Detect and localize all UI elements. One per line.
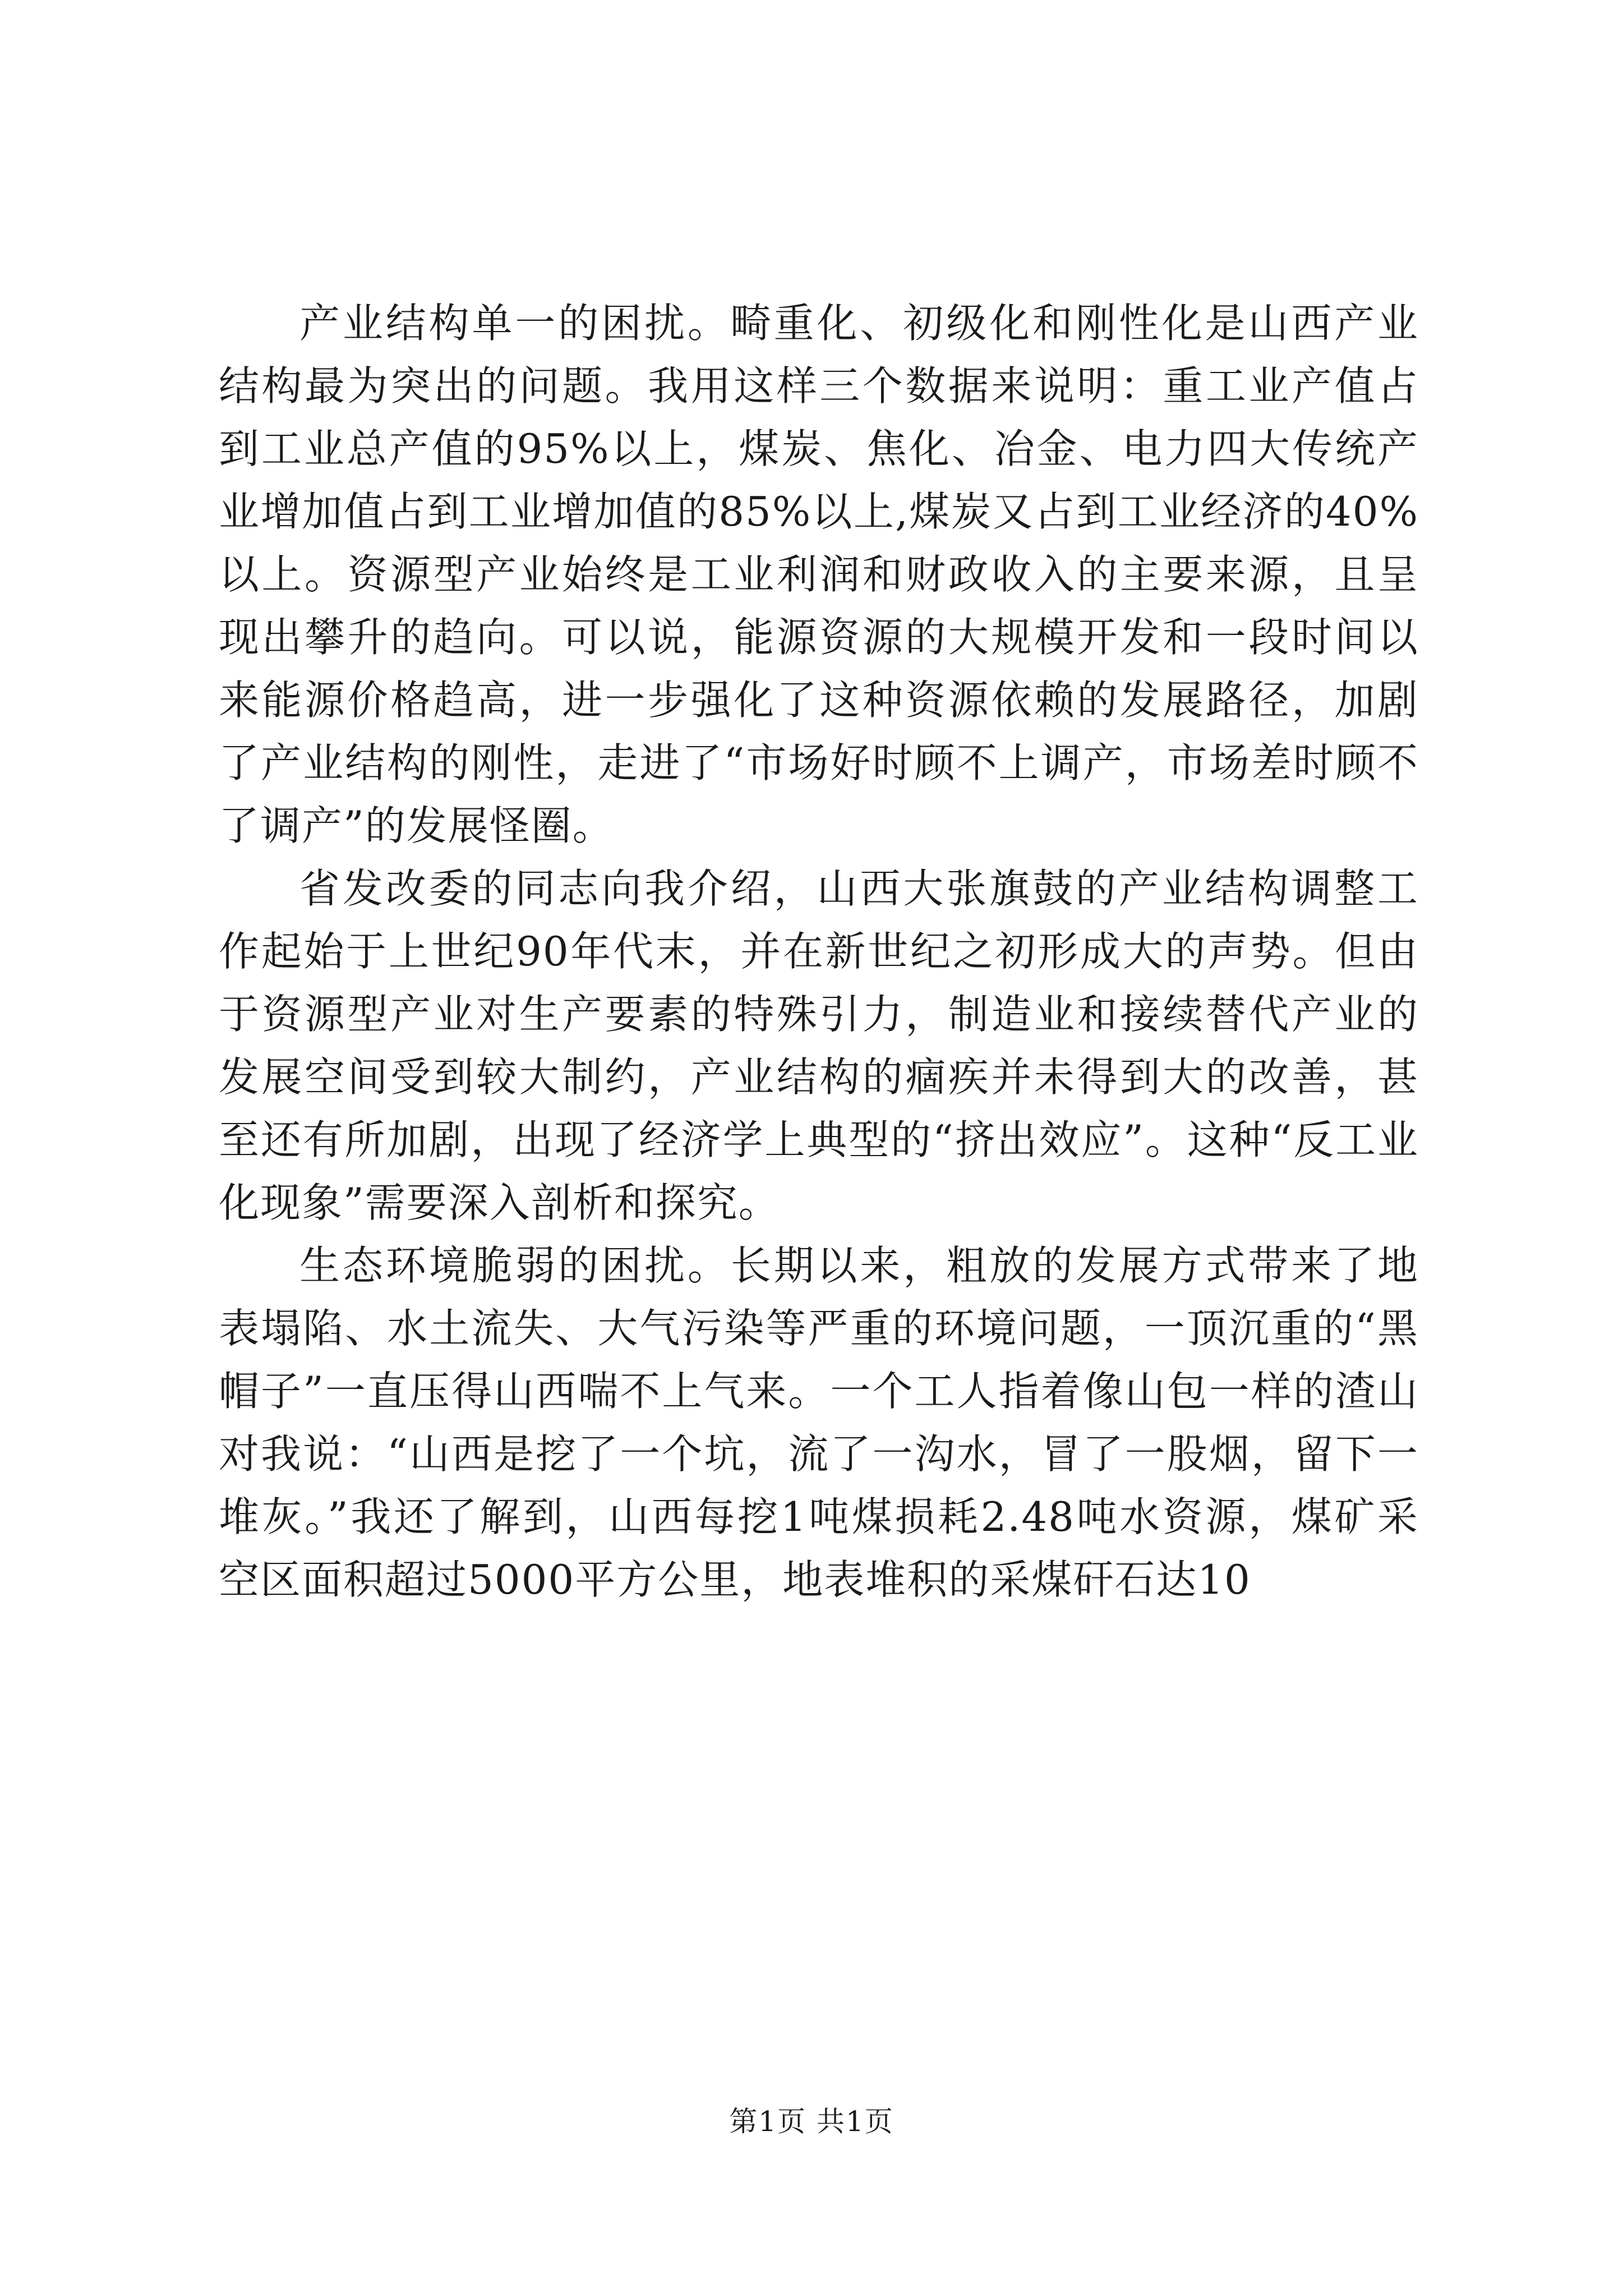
document-body xyxy=(219,292,1419,1611)
paragraph-industrial-structure: 产业结构单一的困扰。畸重化、初级化和刚性化是山西产业结构最为突出的问题。我用这样三个数据来说明：重工业产值占到工业总产值的95%以上，煤炭、焦化、冶金、电力四大传统产业增加值占到工业增加值的85%以上,煤炭又占到工业经济的40%以上。资源型产业始终是工业利润和财政收入的主要来源，且呈现出攀升的趋向。可以说，能源资源的大规模开发和一段时间以来能源价格趋高，进一步强化了这种资源依赖的发展路径，加剧了产业结构的刚性，走进了“市场好时顾不上调产，市场差时顾不了调产”的发展怪圈。 xyxy=(219,300,1419,849)
paragraph-ecological-environment: 生态环境脆弱的困扰。长期以来，粗放的发展方式带来了地表塌陷、水土流失、大气污染等严重的环境问题，一顶沉重的“黑帽子”一直压得山西喘不上气来。一个工人指着像山包一样的渣山对我说：“山西是挖了一个坑，流了一沟水，冒了一股烟，留下一堆灰。”我还了解到，山西每挖1吨煤损耗2.48吨水资源，煤矿采空区面积超过5000平方公里，地表堆积的采煤矸石达10 xyxy=(219,1242,1419,1603)
page-footer: 第1页 共1页 xyxy=(729,2105,894,2138)
paragraph-development-commission: 省发改委的同志向我介绍，山西大张旗鼓的产业结构调整工作起始于上世纪90年代末，并在新世纪之初形成大的声势。但由于资源型产业对生产要素的特殊引力，制造业和接续替代产业的发展空间受到较大制约，产业结构的痼疾并未得到大的改善，甚至还有所加剧，出现了经济学上典型的“挤出效应”。这种“反工业化现象”需要深入剖析和探究。 xyxy=(219,865,1419,1226)
